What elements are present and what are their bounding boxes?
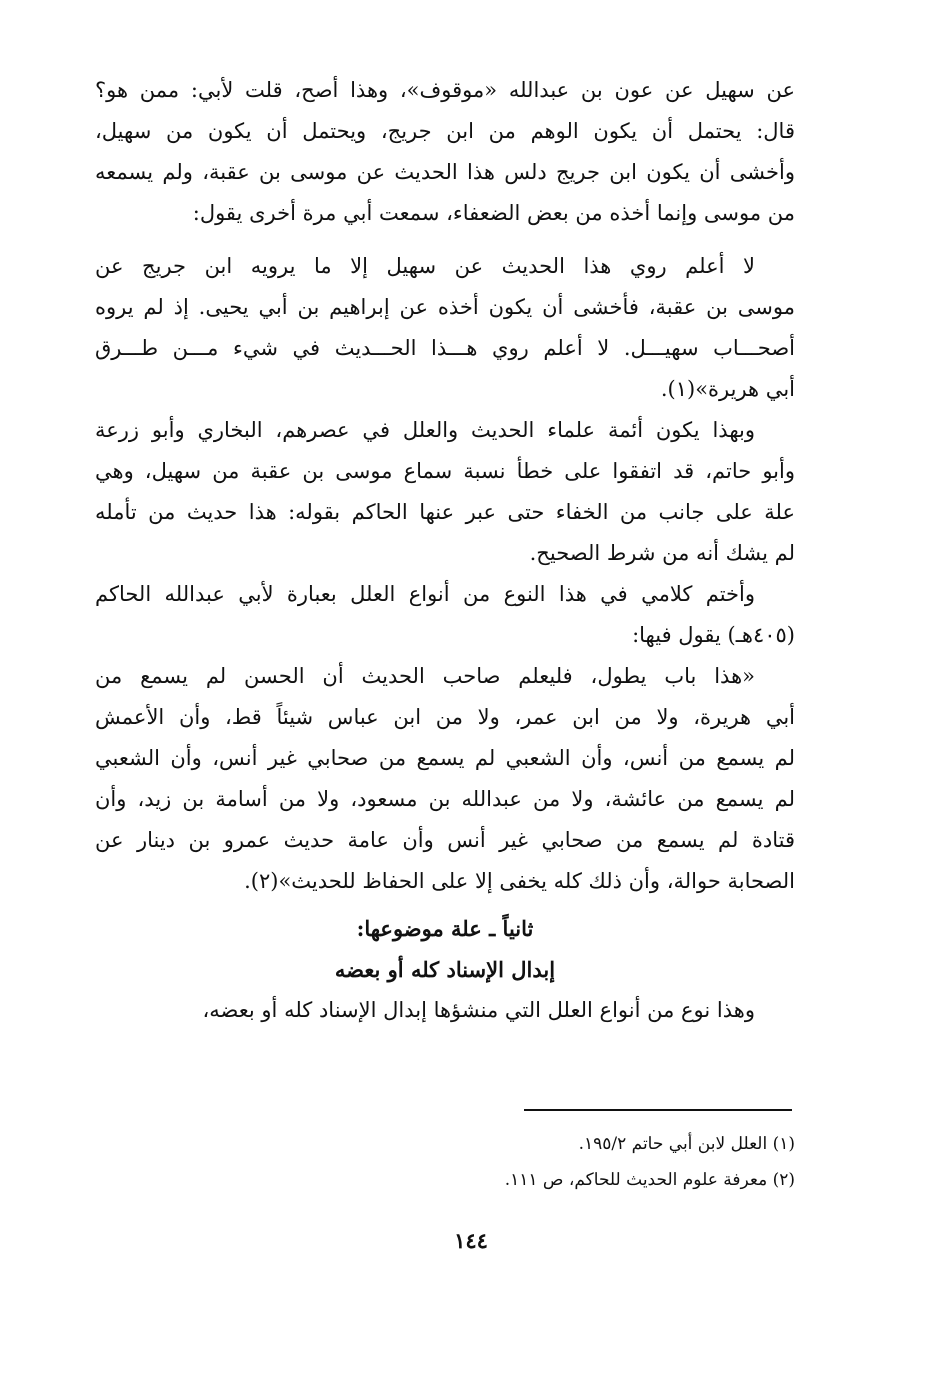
quote-paragraph: [95, 656, 795, 902]
footnotes: [95, 1126, 795, 1198]
text-line: قال: يحتمل أن يكون الوهم من ابن جريج، ويحتمل أن يكون من سهيل،: [95, 119, 795, 143]
quote-paragraph: [95, 246, 795, 410]
page-body: [95, 70, 795, 1031]
text-line: وهذا نوع من أنواع العلل التي منشؤها إبدال الإسناد كله أو بعضه،: [202, 998, 755, 1022]
footnote-divider: [524, 1109, 792, 1111]
paragraph: [95, 70, 795, 234]
text-line: «هذا باب يطول، فليعلم صاحب الحديث أن الحسن لم يسمع من: [95, 664, 755, 688]
text-line: أبي هريرة، ولا من ابن عمر، ولا من ابن عباس شيئاً قط، وأن الأعمش: [95, 705, 795, 729]
section-title: ثانياً ـ علة موضوعها:: [356, 916, 534, 941]
text-line: لا أعلم روي هذا الحديث عن سهيل إلا ما يرويه ابن جريج عن: [95, 254, 755, 278]
text-line: لم يسمع من عائشة، ولا من عبدالله بن مسعود، ولا من أسامة بن زيد، وأن: [95, 787, 795, 811]
page-number: ١٤٤: [454, 1228, 488, 1253]
text-line: قتادة لم يسمع من صحابي غير أنس وأن عامة حديث عمرو بن دينار عن: [95, 828, 795, 852]
text-line: لم يشك أنه من شرط الصحيح.: [529, 541, 795, 565]
text-line: موسى بن عقبة، فأخشى أن يكون أخذه عن إبراهيم بن أبي يحيى. إذ لم يروه: [95, 295, 795, 319]
text-line: أبي هريرة»(١).: [660, 377, 795, 401]
text-line: وبهذا يكون أئمة علماء الحديث والعلل في عصرهم، البخاري وأبو زرعة: [95, 418, 755, 442]
text-line: من موسى وإنما أخذه من بعض الضعفاء، سمعت أبي مرة أخرى يقول:: [192, 201, 795, 225]
text-line: وأخشى أن يكون ابن جريج دلس هذا الحديث عن موسى بن عقبة، ولم يسمعه: [95, 160, 795, 184]
text-line: (٤٠٥هـ) يقول فيها:: [632, 623, 795, 647]
text-line: لم يسمع من أنس، وأن الشعبي لم يسمع من صحابي غير أنس، وأن الشعبي: [95, 746, 795, 770]
text-line: عن سهيل عن عون بن عبدالله «موقوف»، وهذا أصح، قلت لأبي: ممن هو؟: [95, 78, 795, 102]
section-subtitle: إبدال الإسناد كله أو بعضه: [334, 957, 556, 982]
text-line: أصحـــاب سهيـــل. لا أعلم روي هـــذا الحـــديث في شيء مـــن طـــرق: [95, 336, 795, 360]
paragraph: [95, 574, 795, 656]
paragraph: [95, 410, 795, 574]
footnote: (٢) معرفة علوم الحديث للحاكم، ص ١١١.: [504, 1170, 795, 1190]
footnote: (١) العلل لابن أبي حاتم ١٩٥/٢.: [578, 1134, 795, 1154]
text-line: وأبو حاتم، قد اتفقوا على خطأ نسبة سماع موسى بن عقبة من سهيل، وهي: [95, 459, 795, 483]
text-line: علة على جانب من الخفاء حتى عبر عنها الحاكم بقوله: هذا حديث من تأمله: [95, 500, 795, 524]
text-line: وأختم كلامي في هذا النوع من أنواع العلل بعبارة لأبي عبدالله الحاكم: [95, 582, 755, 606]
text-line: الصحابة حوالة، وأن ذلك كله يخفى إلا على الحفاظ للحديث»(٢).: [244, 869, 795, 893]
